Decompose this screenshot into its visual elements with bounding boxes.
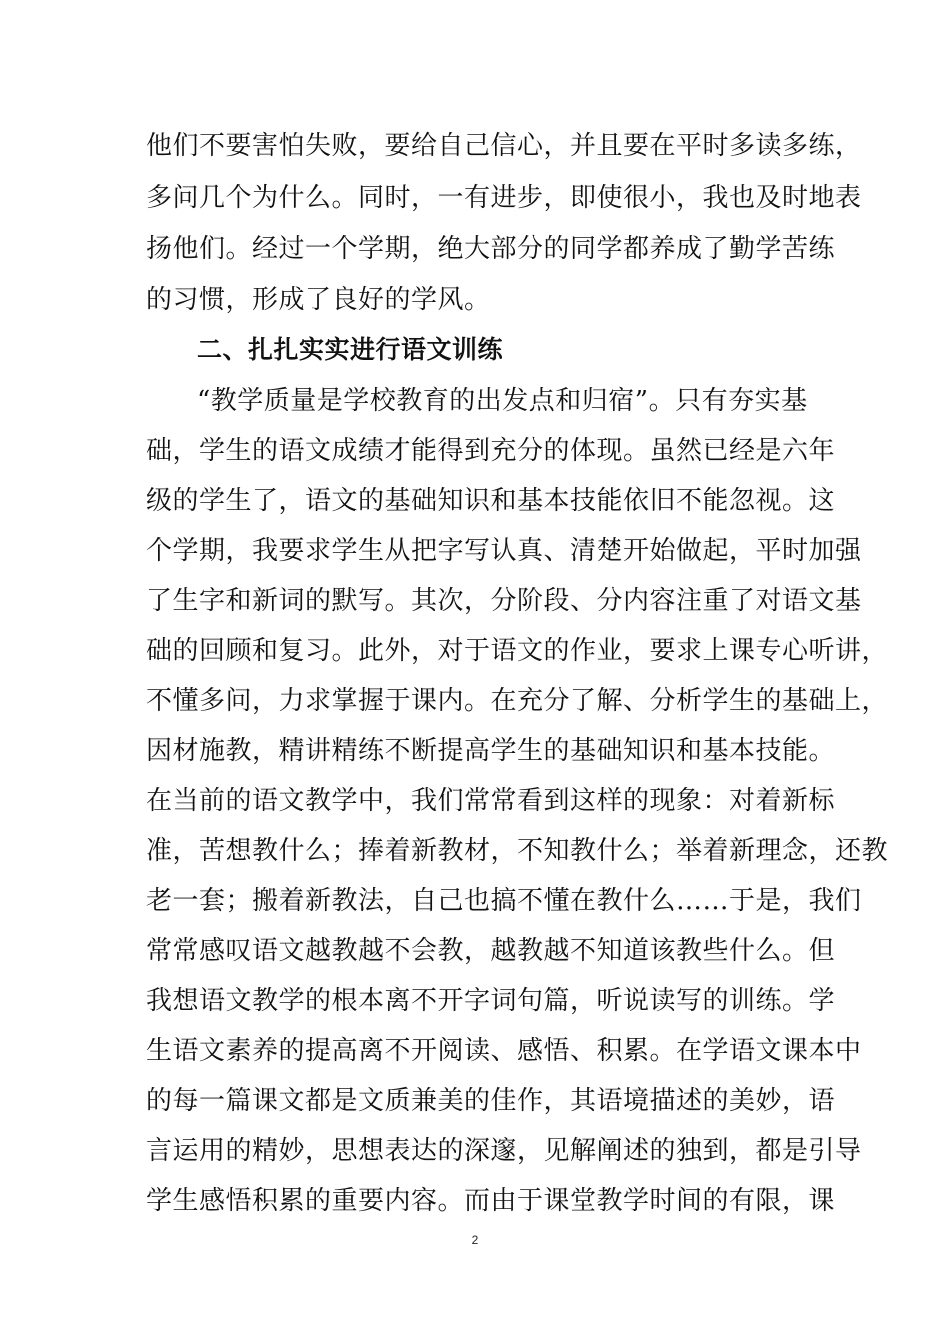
page-number: 2 <box>471 1233 479 1247</box>
body-text-line: 学生感悟积累的重要内容。而由于课堂教学时间的有限，课 <box>146 1186 836 1216</box>
body-text-line: 在当前的语文教学中，我们常常看到这样的现象：对着新标 <box>146 786 836 816</box>
body-text-line: 准，苦想教什么；捧着新教材，不知教什么；举着新理念，还教 <box>146 836 889 866</box>
body-text-line: 扬他们。经过一个学期，绝大部分的同学都养成了勤学苦练 <box>146 234 836 264</box>
body-text-line: 生语文素养的提高离不开阅读、感悟、积累。在学语文课本中 <box>146 1036 862 1066</box>
body-text-line: 老一套；搬着新教法，自己也搞不懂在教什么……于是，我们 <box>146 886 862 916</box>
body-text-line: 的习惯，形成了良好的学风。 <box>146 285 491 315</box>
body-text-line: 言运用的精妙，思想表达的深邃，见解阐述的独到，都是引导 <box>146 1136 862 1166</box>
body-text-line: 他们不要害怕失败，要给自己信心，并且要在平时多读多练， <box>146 131 862 161</box>
body-text-line: 的每一篇课文都是文质兼美的佳作，其语境描述的美妙，语 <box>146 1086 836 1116</box>
body-text-line: 了生字和新词的默写。其次，分阶段、分内容注重了对语文基 <box>146 586 862 616</box>
body-text-line: 多问几个为什么。同时，一有进步，即使很小，我也及时地表 <box>146 183 862 213</box>
body-text-line: 级的学生了，语文的基础知识和基本技能依旧不能忽视。这 <box>146 486 836 516</box>
body-text-line: 常常感叹语文越教越不会教，越教越不知道该教些什么。但 <box>146 936 836 966</box>
body-text-line: 我想语文教学的根本离不开字词句篇，听说读写的训练。学 <box>146 986 836 1016</box>
body-text-line: 不懂多问，力求掌握于课内。在充分了解、分析学生的基础上， <box>146 686 889 716</box>
body-text-line: “教学质量是学校教育的出发点和归宿”。只有夯实基 <box>197 386 808 416</box>
body-text-line: 础，学生的语文成绩才能得到充分的体现。虽然已经是六年 <box>146 436 836 466</box>
section-heading: 二、扎扎实实进行语文训练 <box>197 335 504 364</box>
body-text-line: 因材施教，精讲精练不断提高学生的基础知识和基本技能。 <box>146 736 836 766</box>
body-text-line: 个学期，我要求学生从把字写认真、清楚开始做起，平时加强 <box>146 536 862 566</box>
body-text-line: 础的回顾和复习。此外，对于语文的作业，要求上课专心听讲， <box>146 636 889 666</box>
